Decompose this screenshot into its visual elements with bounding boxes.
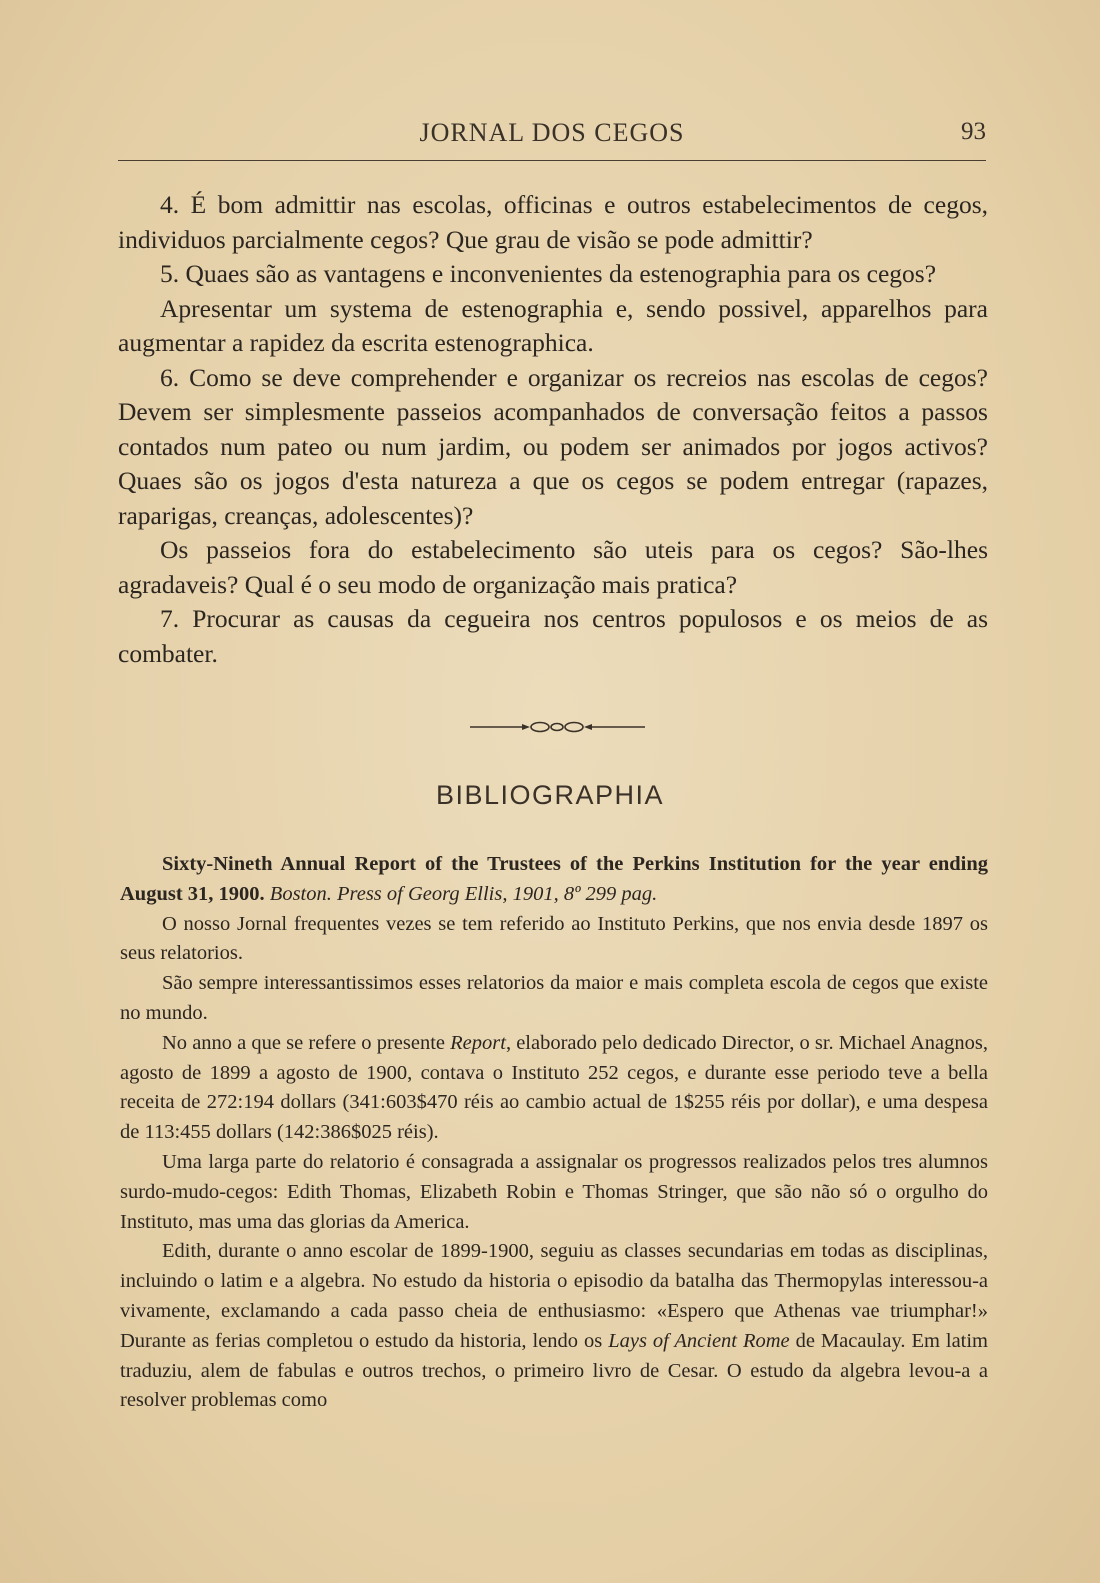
entry-publication: Boston. Press of Georg Ellis, 1901, 8º 299 pag.: [269, 882, 658, 905]
bibliography-section: [120, 850, 988, 1416]
section-divider-ornament: [470, 718, 645, 736]
page-header: [118, 118, 986, 154]
question-4: 4. É bom admittir nas escolas, officinas e outros estabelecimentos de cegos, individuos parcialmente cegos? Que grau de visão se pode admittir?: [118, 190, 988, 254]
bibliography-paragraph: O nosso Jornal frequentes vezes se tem referido ao Instituto Perkins, que nos envia desde 1897 os seus relatorios.: [120, 912, 988, 965]
bibliography-entry: [120, 850, 988, 910]
running-title: JORNAL DOS CEGOS: [419, 118, 685, 147]
question-5: 5. Quaes são as vantagens e inconvenientes da estenographia para os cegos?: [160, 259, 937, 288]
question-6: 6. Como se deve comprehender e organizar os recreios nas escolas de cegos? Devem ser simplesmente passeios acompanhados de conversação feitos a passos contados num pateo ou num jardim, ou podem ser animados por jogos activos? Quaes são os jogos d'esta natureza a que os cegos se podem entregar (rapazes, raparigas, creanças, adolescentes)?: [118, 362, 988, 530]
bibliography-paragraph: [120, 1029, 988, 1148]
entry-title: Sixty-Nineth Annual Report of the Trustees of the Perkins Institution for the year ending August 31, 1900.: [120, 853, 988, 905]
question-6-continuation: Os passeios fora do estabelecimento são uteis para os cegos? São-lhes agradaveis? Qual é o seu modo de organização mais pratica?: [118, 535, 988, 599]
bibliography-paragraph: Uma larga parte do relatorio é consagrada a assignalar os progressos realizados pelos tres alumnos surdo-mudo-cegos: Edith Thomas, Elizabeth Robin e Thomas Stringer, que são não só o orgulho do Instituto, mas uma das glorias da America.: [120, 1150, 988, 1233]
section-title: BIBLIOGRAPHIA: [435, 780, 665, 810]
text-run: , elaborado pelo dedicado Director, o sr. Michael Anagnos, agosto de 1899 a agosto de 1900, contava o Instituto 252 cegos, e durante esse periodo teve a bella receita de 272:194 dollars (341:603$470 réis ao cambio actual de 1$255 réis por dollar), e uma despesa de 113:455 dollars (142:386$025 réis).: [120, 1031, 988, 1144]
page-number: 93: [961, 118, 986, 145]
text-run: Edith, durante o anno escolar de 1899-1900, seguiu as classes secundarias em todas as disciplinas, incluindo o latim e a algebra. No estudo da historia o episodio da batalha das Thermopylas interessou-a vivamente, exclamando a cada passo cheia de enthusiasmo: «Espero que Athenas vae triumphar!» Durante as ferias completou o estudo da historia, lendo os: [120, 1240, 988, 1352]
questions-section: [118, 188, 988, 671]
bibliography-paragraph: [120, 1237, 988, 1416]
question-7: 7. Procurar as causas da cegueira nos centros populosos e os meios de as combater.: [118, 604, 988, 668]
text-run: No anno a que se refere o presente: [162, 1031, 451, 1054]
header-rule: [118, 160, 986, 161]
question-5-continuation: Apresentar um systema de estenographia e, sendo possivel, apparelhos para augmentar a rapidez da escrita estenographica.: [118, 293, 988, 357]
bibliography-paragraph: São sempre interessantissimos esses relatorios da maior e mais completa escola de cegos que existe no mundo.: [120, 972, 988, 1024]
italic-title: Lays of Ancient Rome: [608, 1329, 790, 1352]
italic-title: Report: [450, 1031, 506, 1054]
text-run: de Macaulay. Em latim traduziu, alem de fabulas e outros trechos, o primeiro livro de Cesar. O estudo da algebra levou-a a resolver problemas como: [120, 1329, 989, 1412]
